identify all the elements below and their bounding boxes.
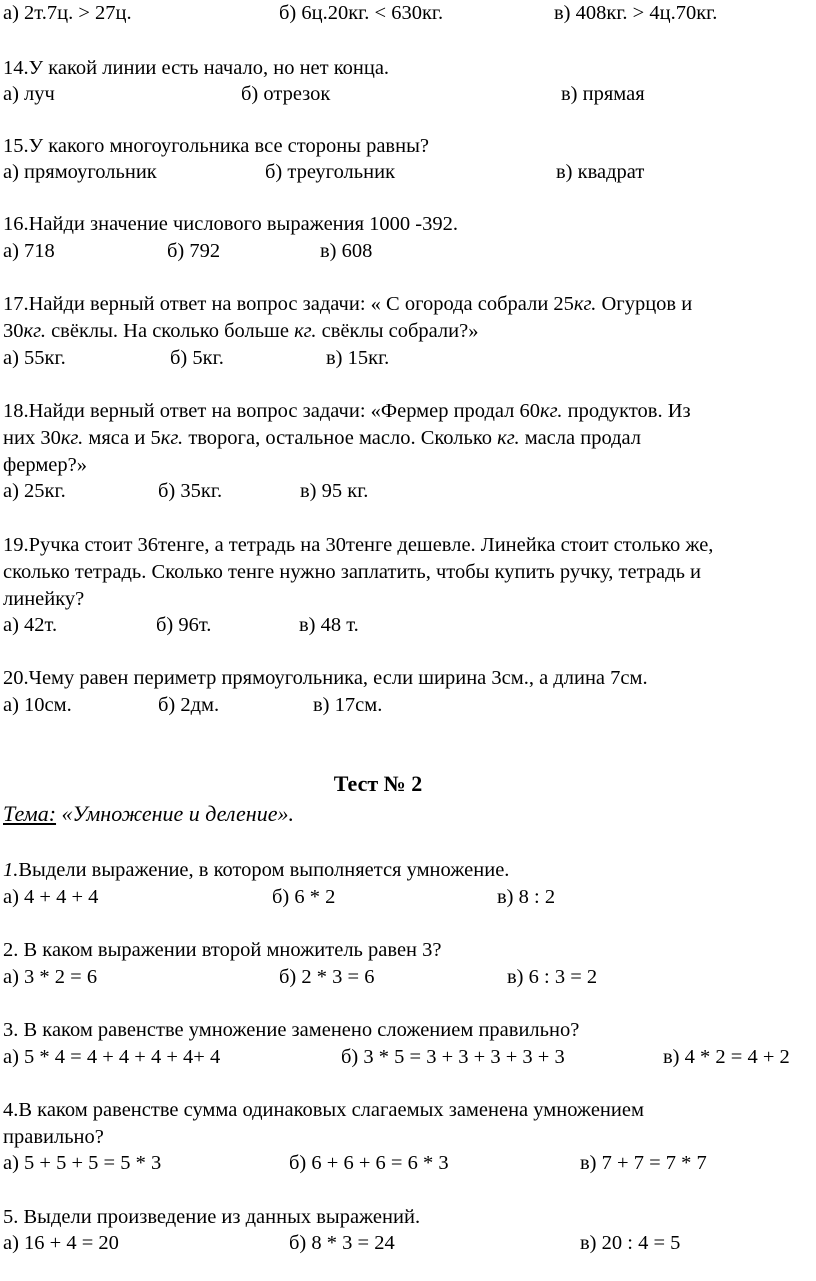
test-topic: Тема: «Умножение и деление». — [3, 801, 294, 826]
task-1: 1.Выдели выражение, в котором выполняется умножение. — [3, 859, 510, 881]
task-2: 2. В каком выражении второй множитель равен 3? — [3, 939, 442, 961]
answer-a: а) 10см. — [3, 694, 72, 716]
answer-a: а) 16 + 4 = 20 — [3, 1232, 119, 1254]
answer-c: в) 4 * 2 = 4 + 2 — [663, 1046, 790, 1068]
question-19-line-1: 19.Ручка стоит 36тенге, а тетрадь на 30тенге дешевле. Линейка стоит столько же, — [3, 534, 714, 556]
answer-b: б) 792 — [167, 240, 221, 262]
answer-b: б) 6 * 2 — [272, 886, 336, 908]
question-14: 14.У какой линии есть начало, но нет конца. — [3, 57, 390, 79]
question-19-line-2: сколько тетрадь. Сколько тенге нужно заплатить, чтобы купить ручку, тетрадь и — [3, 561, 702, 583]
answer-a: а) 5 + 5 + 5 = 5 * 3 — [3, 1152, 162, 1174]
answer-c: в) 95 кг. — [300, 480, 369, 502]
answer-c: в) 8 : 2 — [497, 886, 556, 908]
answer-c: в) квадрат — [556, 161, 645, 183]
answer-a: а) 25кг. — [3, 480, 66, 502]
task-4-line-2: правильно? — [3, 1126, 104, 1148]
answer-b: б) 35кг. — [158, 480, 223, 502]
question-15: 15.У какого многоугольника все стороны равны? — [3, 135, 429, 157]
answer-a: а) 42т. — [3, 614, 58, 636]
answer-c: в) 608 — [320, 240, 373, 262]
answer-c: в) 6 : 3 = 2 — [507, 966, 598, 988]
answer-a: а) луч — [3, 83, 55, 105]
answer-a: а) 3 * 2 = 6 — [3, 966, 98, 988]
answer-b: б) 2 * 3 = 6 — [279, 966, 375, 988]
answer-c: в) 408кг. > 4ц.70кг. — [554, 2, 718, 24]
question-17-line-2: 30кг. свёклы. На сколько больше кг. свёклы собрали?» — [3, 320, 479, 342]
answer-a: а) 5 * 4 = 4 + 4 + 4 + 4+ 4 — [3, 1046, 221, 1068]
answer-a: а) прямоугольник — [3, 161, 157, 183]
answer-b: б) 96т. — [156, 614, 212, 636]
answer-a: а) 2т.7ц. > 27ц. — [3, 2, 132, 24]
task-4-line-1: 4.В каком равенстве сумма одинаковых слагаемых заменена умножением — [3, 1099, 644, 1121]
answer-b: б) 6 + 6 + 6 = 6 * 3 — [289, 1152, 449, 1174]
task-3: 3. В каком равенстве умножение заменено сложением правильно? — [3, 1019, 580, 1041]
answer-b: б) 2дм. — [158, 694, 220, 716]
answer-c: в) 17см. — [313, 694, 383, 716]
answer-b: б) 6ц.20кг. < 630кг. — [279, 2, 444, 24]
answer-c: в) 15кг. — [326, 347, 390, 369]
question-16: 16.Найди значение числового выражения 1000 -392. — [3, 213, 458, 235]
answer-b: б) отрезок — [241, 83, 331, 105]
answer-c: в) 20 : 4 = 5 — [580, 1232, 681, 1254]
question-18-line-3: фермер?» — [3, 454, 87, 476]
question-20: 20.Чему равен периметр прямоугольника, если ширина 3см., а длина 7см. — [3, 667, 648, 689]
answer-a: а) 718 — [3, 240, 55, 262]
answer-b: б) треугольник — [265, 161, 396, 183]
test-title: Тест № 2 — [333, 771, 423, 796]
task-5: 5. Выдели произведение из данных выражений. — [3, 1206, 421, 1228]
question-19-line-3: линейку? — [3, 588, 85, 610]
question-18-line-1: 18.Найди верный ответ на вопрос задачи: «Фермер продал 60кг. продуктов. Из — [3, 400, 691, 422]
question-17-line-1: 17.Найди верный ответ на вопрос задачи: « С огорода собрали 25кг. Огурцов и — [3, 293, 693, 315]
answer-c: в) прямая — [561, 83, 645, 105]
answer-b: б) 5кг. — [170, 347, 224, 369]
answer-c: в) 48 т. — [299, 614, 359, 636]
answer-b: б) 3 * 5 = 3 + 3 + 3 + 3 + 3 — [341, 1046, 565, 1068]
answer-a: а) 4 + 4 + 4 — [3, 886, 99, 908]
answer-a: а) 55кг. — [3, 347, 66, 369]
question-18-line-2: них 30кг. мяса и 5кг. творога, остальное масло. Сколько кг. масла продал — [3, 427, 642, 449]
answer-c: в) 7 + 7 = 7 * 7 — [580, 1152, 707, 1174]
answer-b: б) 8 * 3 = 24 — [289, 1232, 395, 1254]
